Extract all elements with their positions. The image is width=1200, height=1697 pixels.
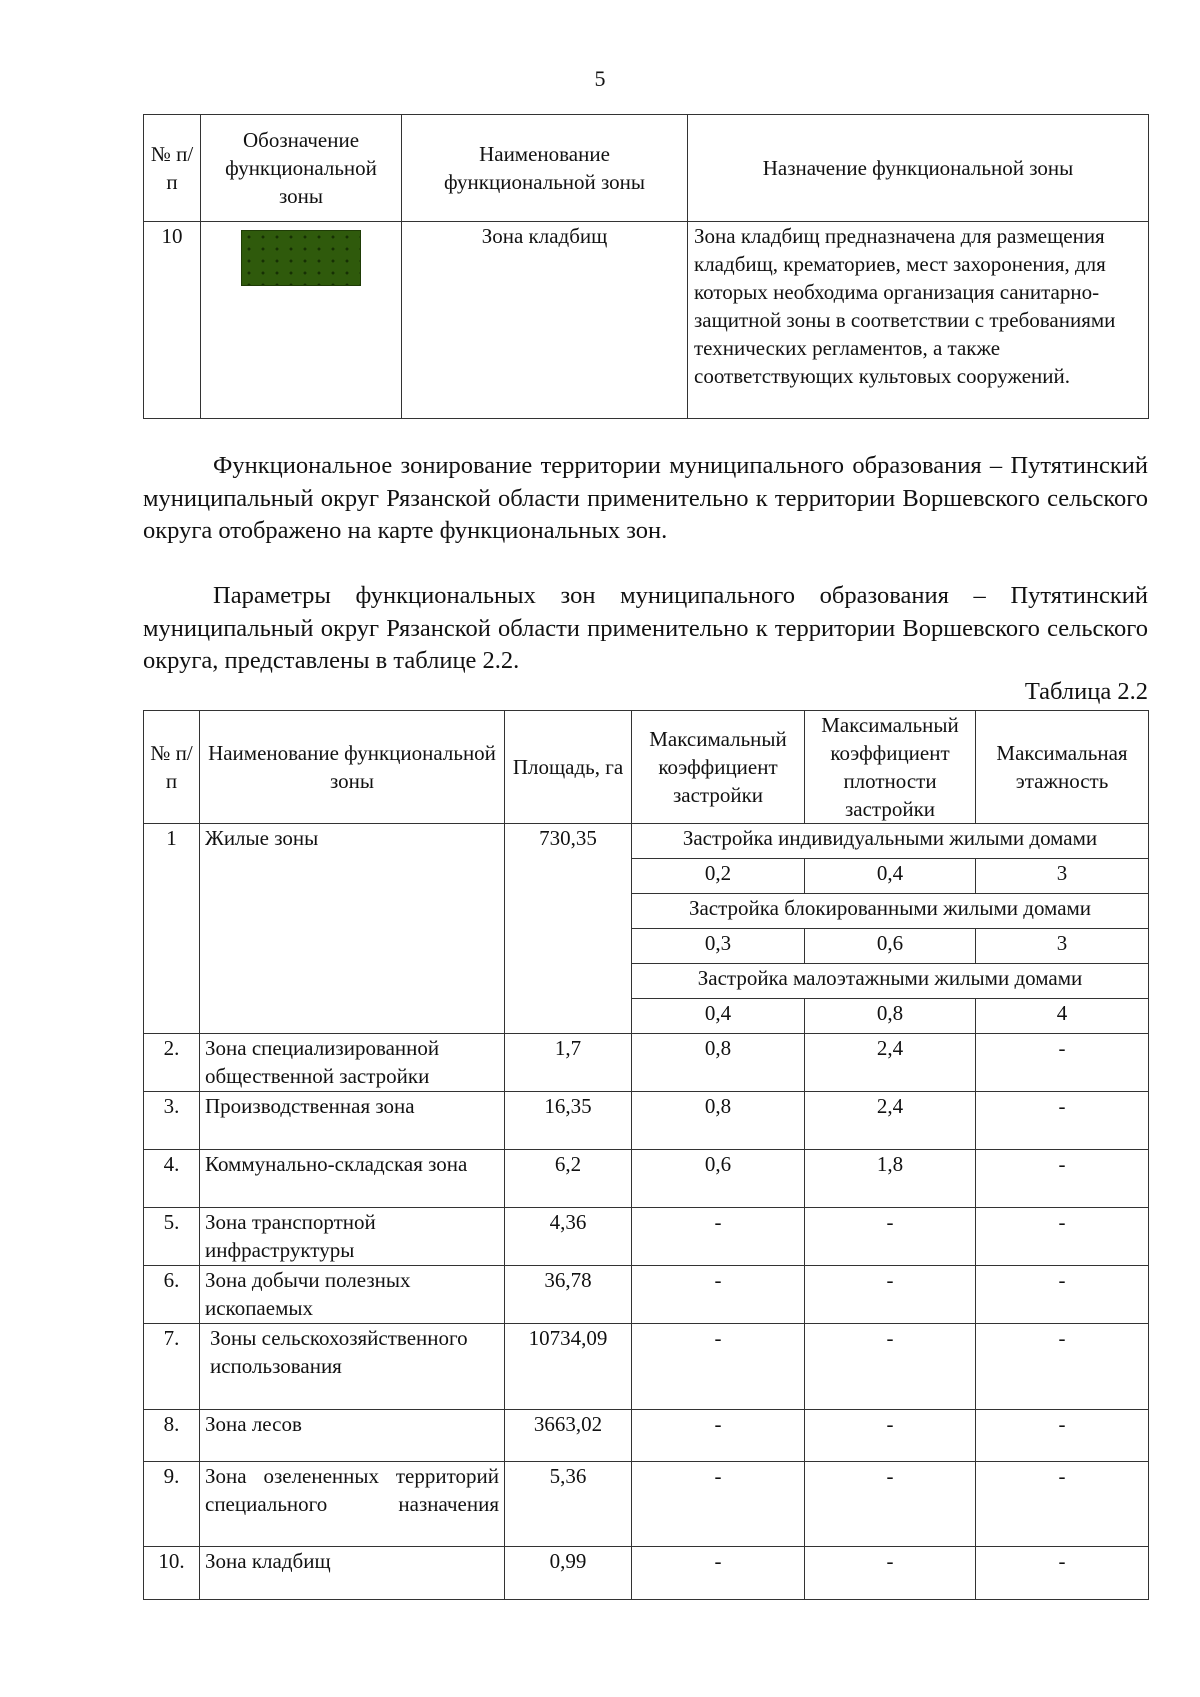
max-coverage: - — [632, 1266, 805, 1324]
max-density: 2,4 — [805, 1092, 976, 1150]
table-row — [144, 1547, 1149, 1600]
header-purpose: Назначение функциональной зоны — [688, 115, 1149, 222]
max-density: 0,4 — [805, 859, 976, 894]
max-density: 1,8 — [805, 1150, 976, 1208]
row-num: 6. — [144, 1266, 200, 1324]
zone-area: 5,36 — [505, 1462, 632, 1547]
zone-name: Коммунально-складская зона — [200, 1150, 505, 1208]
row-num: 7. — [144, 1324, 200, 1410]
max-coverage: - — [632, 1547, 805, 1600]
max-floors: - — [976, 1266, 1149, 1324]
zone-area: 10734,09 — [505, 1324, 632, 1410]
max-floors: - — [976, 1150, 1149, 1208]
paragraph-parameters-text: Параметры функциональных зон муниципального образования – Путятинский муниципальный округ Рязанской области применительно к территории Воршевского сельского округа, представлены в таблице 2.2. — [143, 582, 1148, 674]
header-area: Площадь, га — [505, 711, 632, 824]
max-floors: - — [976, 1208, 1149, 1266]
max-coverage: - — [632, 1324, 805, 1410]
zone-parameters-table — [143, 710, 1149, 1600]
zone-area: 36,78 — [505, 1266, 632, 1324]
row-num: 10 — [144, 222, 201, 419]
table-row — [144, 1324, 1149, 1410]
max-coverage: 0,3 — [632, 929, 805, 964]
zone-area: 0,99 — [505, 1547, 632, 1600]
max-floors: - — [976, 1547, 1149, 1600]
header-zone-name: Наименование функциональной зоны — [200, 711, 505, 824]
max-density: 0,8 — [805, 999, 976, 1034]
max-density: - — [805, 1547, 976, 1600]
max-floors: - — [976, 1324, 1149, 1410]
max-coverage: - — [632, 1410, 805, 1462]
row-num: 5. — [144, 1208, 200, 1266]
header-num: № п/п — [144, 711, 200, 824]
max-density: - — [805, 1410, 976, 1462]
zone-name: Производственная зона — [200, 1092, 505, 1150]
max-coverage: - — [632, 1208, 805, 1266]
zone-designation-table — [143, 114, 1149, 419]
table-row — [144, 1150, 1149, 1208]
zone-name: Зона транспортной инфраструктуры — [200, 1208, 505, 1266]
row-num: 8. — [144, 1410, 200, 1462]
zone-name: Жилые зоны — [200, 824, 505, 1034]
zone-name: Зона специализированной общественной застройки — [200, 1034, 505, 1092]
max-coverage: - — [632, 1462, 805, 1547]
max-coverage: 0,8 — [632, 1034, 805, 1092]
max-floors: 3 — [976, 929, 1149, 964]
subtype-label: Застройка индивидуальными жилыми домами — [632, 824, 1149, 859]
subtype-label: Застройка малоэтажными жилыми домами — [632, 964, 1149, 999]
max-density: - — [805, 1324, 976, 1410]
row-num: 1 — [144, 824, 200, 1034]
row-num: 9. — [144, 1462, 200, 1547]
zone-area: 730,35 — [505, 824, 632, 1034]
row-num: 10. — [144, 1547, 200, 1600]
params-header-row — [144, 711, 1149, 824]
max-coverage: 0,4 — [632, 999, 805, 1034]
max-density: - — [805, 1462, 976, 1547]
zone-area: 16,35 — [505, 1092, 632, 1150]
zone-area: 4,36 — [505, 1208, 632, 1266]
table-row — [144, 1266, 1149, 1324]
zone-area: 6,2 — [505, 1150, 632, 1208]
header-num: № п/п — [144, 115, 201, 222]
zone-area: 3663,02 — [505, 1410, 632, 1462]
header-zone-name: Наименование функциональной зоны — [402, 115, 688, 222]
header-max-floors: Максимальная этажность — [976, 711, 1149, 824]
subtype-label: Застройка блокированными жилыми домами — [632, 894, 1149, 929]
header-max-coverage: Максимальный коэффициент застройки — [632, 711, 805, 824]
cemetery-zone-legend-swatch — [241, 230, 361, 286]
paragraph-parameters — [143, 580, 1148, 678]
table-row — [144, 1034, 1149, 1092]
max-floors: - — [976, 1034, 1149, 1092]
table-row — [144, 1462, 1149, 1547]
max-floors: 3 — [976, 859, 1149, 894]
max-density: 0,6 — [805, 929, 976, 964]
zone-name: Зона кладбищ — [402, 222, 688, 419]
max-floors: 4 — [976, 999, 1149, 1034]
zone-name: Зона озелененных территорий специального назначения — [200, 1462, 505, 1547]
paragraph-zoning-text: Функциональное зонирование территории муниципального образования – Путятинский муниципальный округ Рязанской области применительно к территории Воршевского сельского округа отображено на карте функциональных зон. — [143, 452, 1148, 544]
max-density: - — [805, 1208, 976, 1266]
designation-cell — [201, 222, 402, 419]
row-num: 2. — [144, 1034, 200, 1092]
header-max-density: Максимальный коэффициент плотности застройки — [805, 711, 976, 824]
max-density: 2,4 — [805, 1034, 976, 1092]
max-floors: - — [976, 1092, 1149, 1150]
row-num: 3. — [144, 1092, 200, 1150]
max-coverage: 0,8 — [632, 1092, 805, 1150]
header-designation: Обозначение функциональной зоны — [201, 115, 402, 222]
paragraph-zoning — [143, 450, 1148, 548]
table-row — [144, 1208, 1149, 1266]
zone-table-header-row — [144, 115, 1149, 222]
zone-name: Зона кладбищ — [200, 1547, 505, 1600]
table-row — [144, 1410, 1149, 1462]
table-row — [144, 1092, 1149, 1150]
zone-name: Зона добычи полезных ископаемых — [200, 1266, 505, 1324]
max-coverage: 0,2 — [632, 859, 805, 894]
zone-name: Зона лесов — [200, 1410, 505, 1462]
table-row — [144, 824, 1149, 859]
zone-table-row — [144, 222, 1149, 419]
max-floors: - — [976, 1410, 1149, 1462]
zone-area: 1,7 — [505, 1034, 632, 1092]
table-caption: Таблица 2.2 — [1024, 678, 1148, 705]
max-floors: - — [976, 1462, 1149, 1547]
page-number: 5 — [594, 66, 606, 91]
zone-purpose: Зона кладбищ предназначена для размещения кладбищ, крематориев, мест захоронения, для которых необходима организация санитарно-защитной зоны в соответствии с требованиями технических регламентов, а также соответствующих культовых сооружений. — [688, 222, 1149, 419]
max-density: - — [805, 1266, 976, 1324]
max-coverage: 0,6 — [632, 1150, 805, 1208]
row-num: 4. — [144, 1150, 200, 1208]
zone-name: Зоны сельскохозяйственного использования — [200, 1324, 505, 1410]
